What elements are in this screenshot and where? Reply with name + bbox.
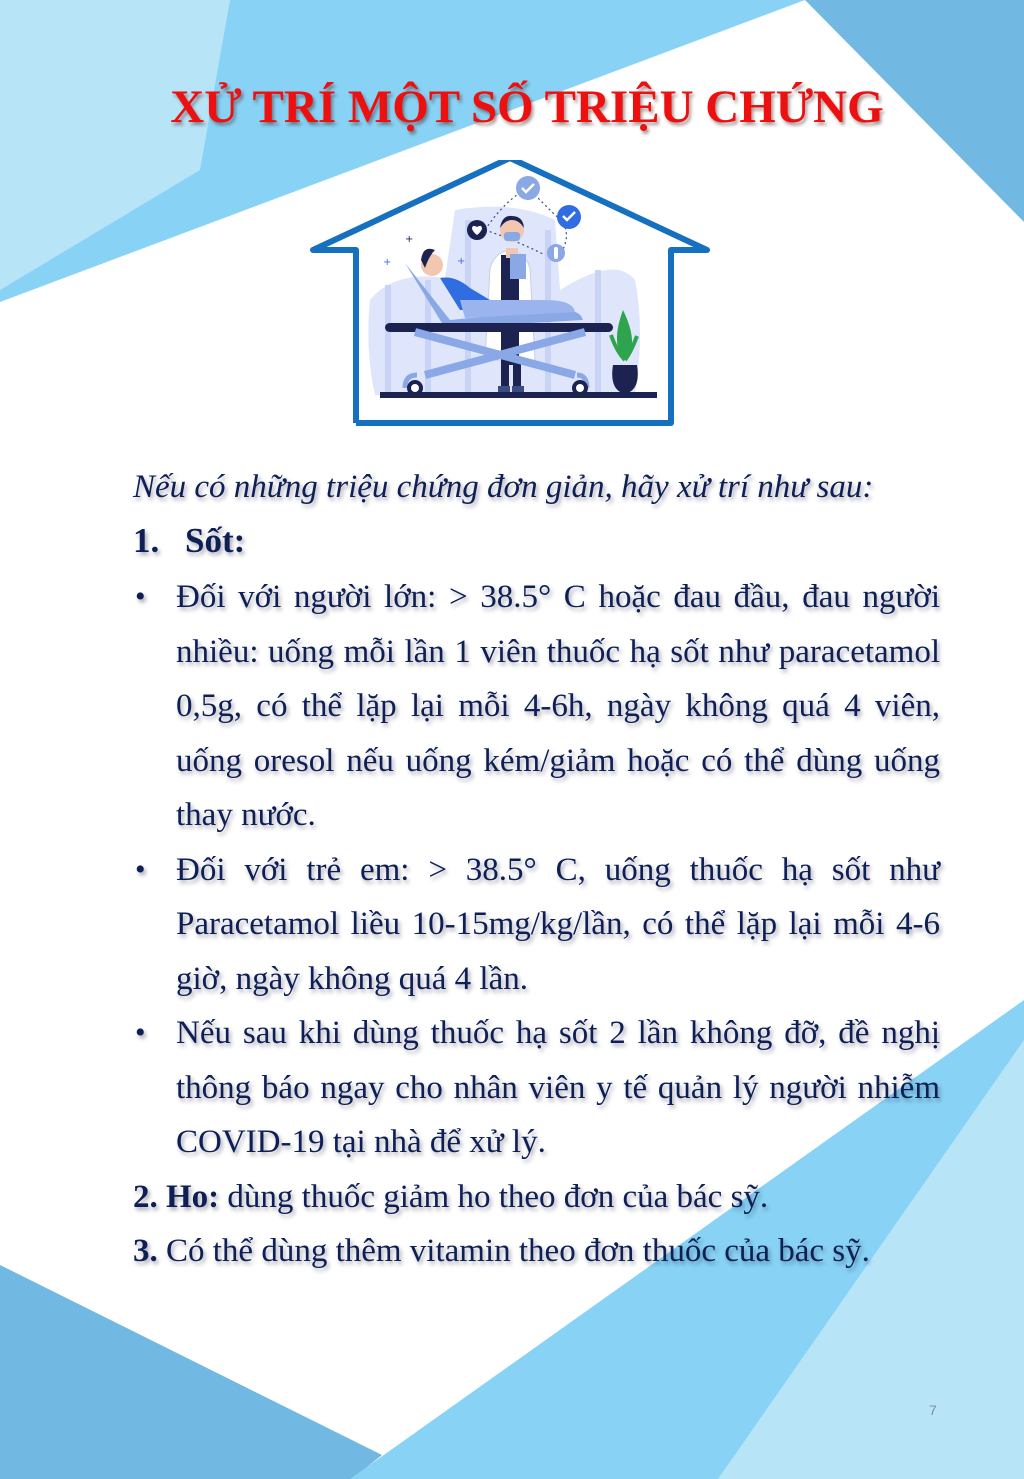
bullet-text: Đối với trẻ em: > 38.5° C, uống thuốc hạ sốt như Paracetamol liều 10-15mg/kg/lần, có thể lặp lại mỗi 4-6 giờ, ngày không quá 4 lần. [176,851,940,997]
section-number: 2. [133,1178,158,1215]
page-number: 7 [929,1402,937,1418]
svg-text:+: + [405,234,414,245]
heart-plus-icon [467,220,487,240]
section-vitamin [133,1224,940,1279]
section-text: dùng thuốc giảm ho theo đơn của bác sỹ. [219,1178,769,1215]
bullet-icon: • [135,1016,146,1049]
check-icon [516,176,540,200]
list-item-children [133,843,940,1007]
bullet-text: Nếu sau khi dùng thuốc hạ sốt 2 lần không đỡ, đề nghị thông báo ngay cho nhân viên y tế quản lý người nhiễm COVID-19 tại nhà để xử lý. [176,1015,940,1160]
fever-bullet-list [133,570,940,1170]
section-cough [133,1170,940,1225]
section-label: Ho: [166,1178,220,1215]
bullet-icon: • [135,852,146,886]
section-text: Có thể dùng thêm vitamin theo đơn thuốc của bác sỹ. [157,1233,870,1269]
section-number: 3. [133,1233,158,1269]
list-item-escalation [133,1006,940,1170]
check-shield-icon [557,205,581,229]
home-care-illustration [305,160,715,428]
pill-icon [547,244,565,262]
content-body [133,462,940,1279]
bullet-text: Đối với người lớn: > 38.5° C hoặc đau đầu, đau người nhiều: uống mỗi lần 1 viên thuốc hạ sốt như paracetamol 0,5g, có thể lặp lại mỗi 4-6h, ngày không quá 4 viên, uống oresol nếu uống kém/giảm hoặc có thể dùng uống thay nước. [176,579,940,833]
page-title: XỬ TRÍ MỘT SỐ TRIỆU CHỨNG [170,81,884,133]
svg-text:+: + [383,257,392,268]
bullet-icon: • [135,580,146,613]
section-number: 1. [133,521,160,560]
list-item-adults [133,570,940,843]
section-label: Sốt: [185,521,246,560]
section-fever-heading [133,514,940,570]
intro-text: Nếu có những triệu chứng đơn giản, hãy xử trí như sau: [133,469,874,505]
svg-text:+: + [457,256,466,267]
